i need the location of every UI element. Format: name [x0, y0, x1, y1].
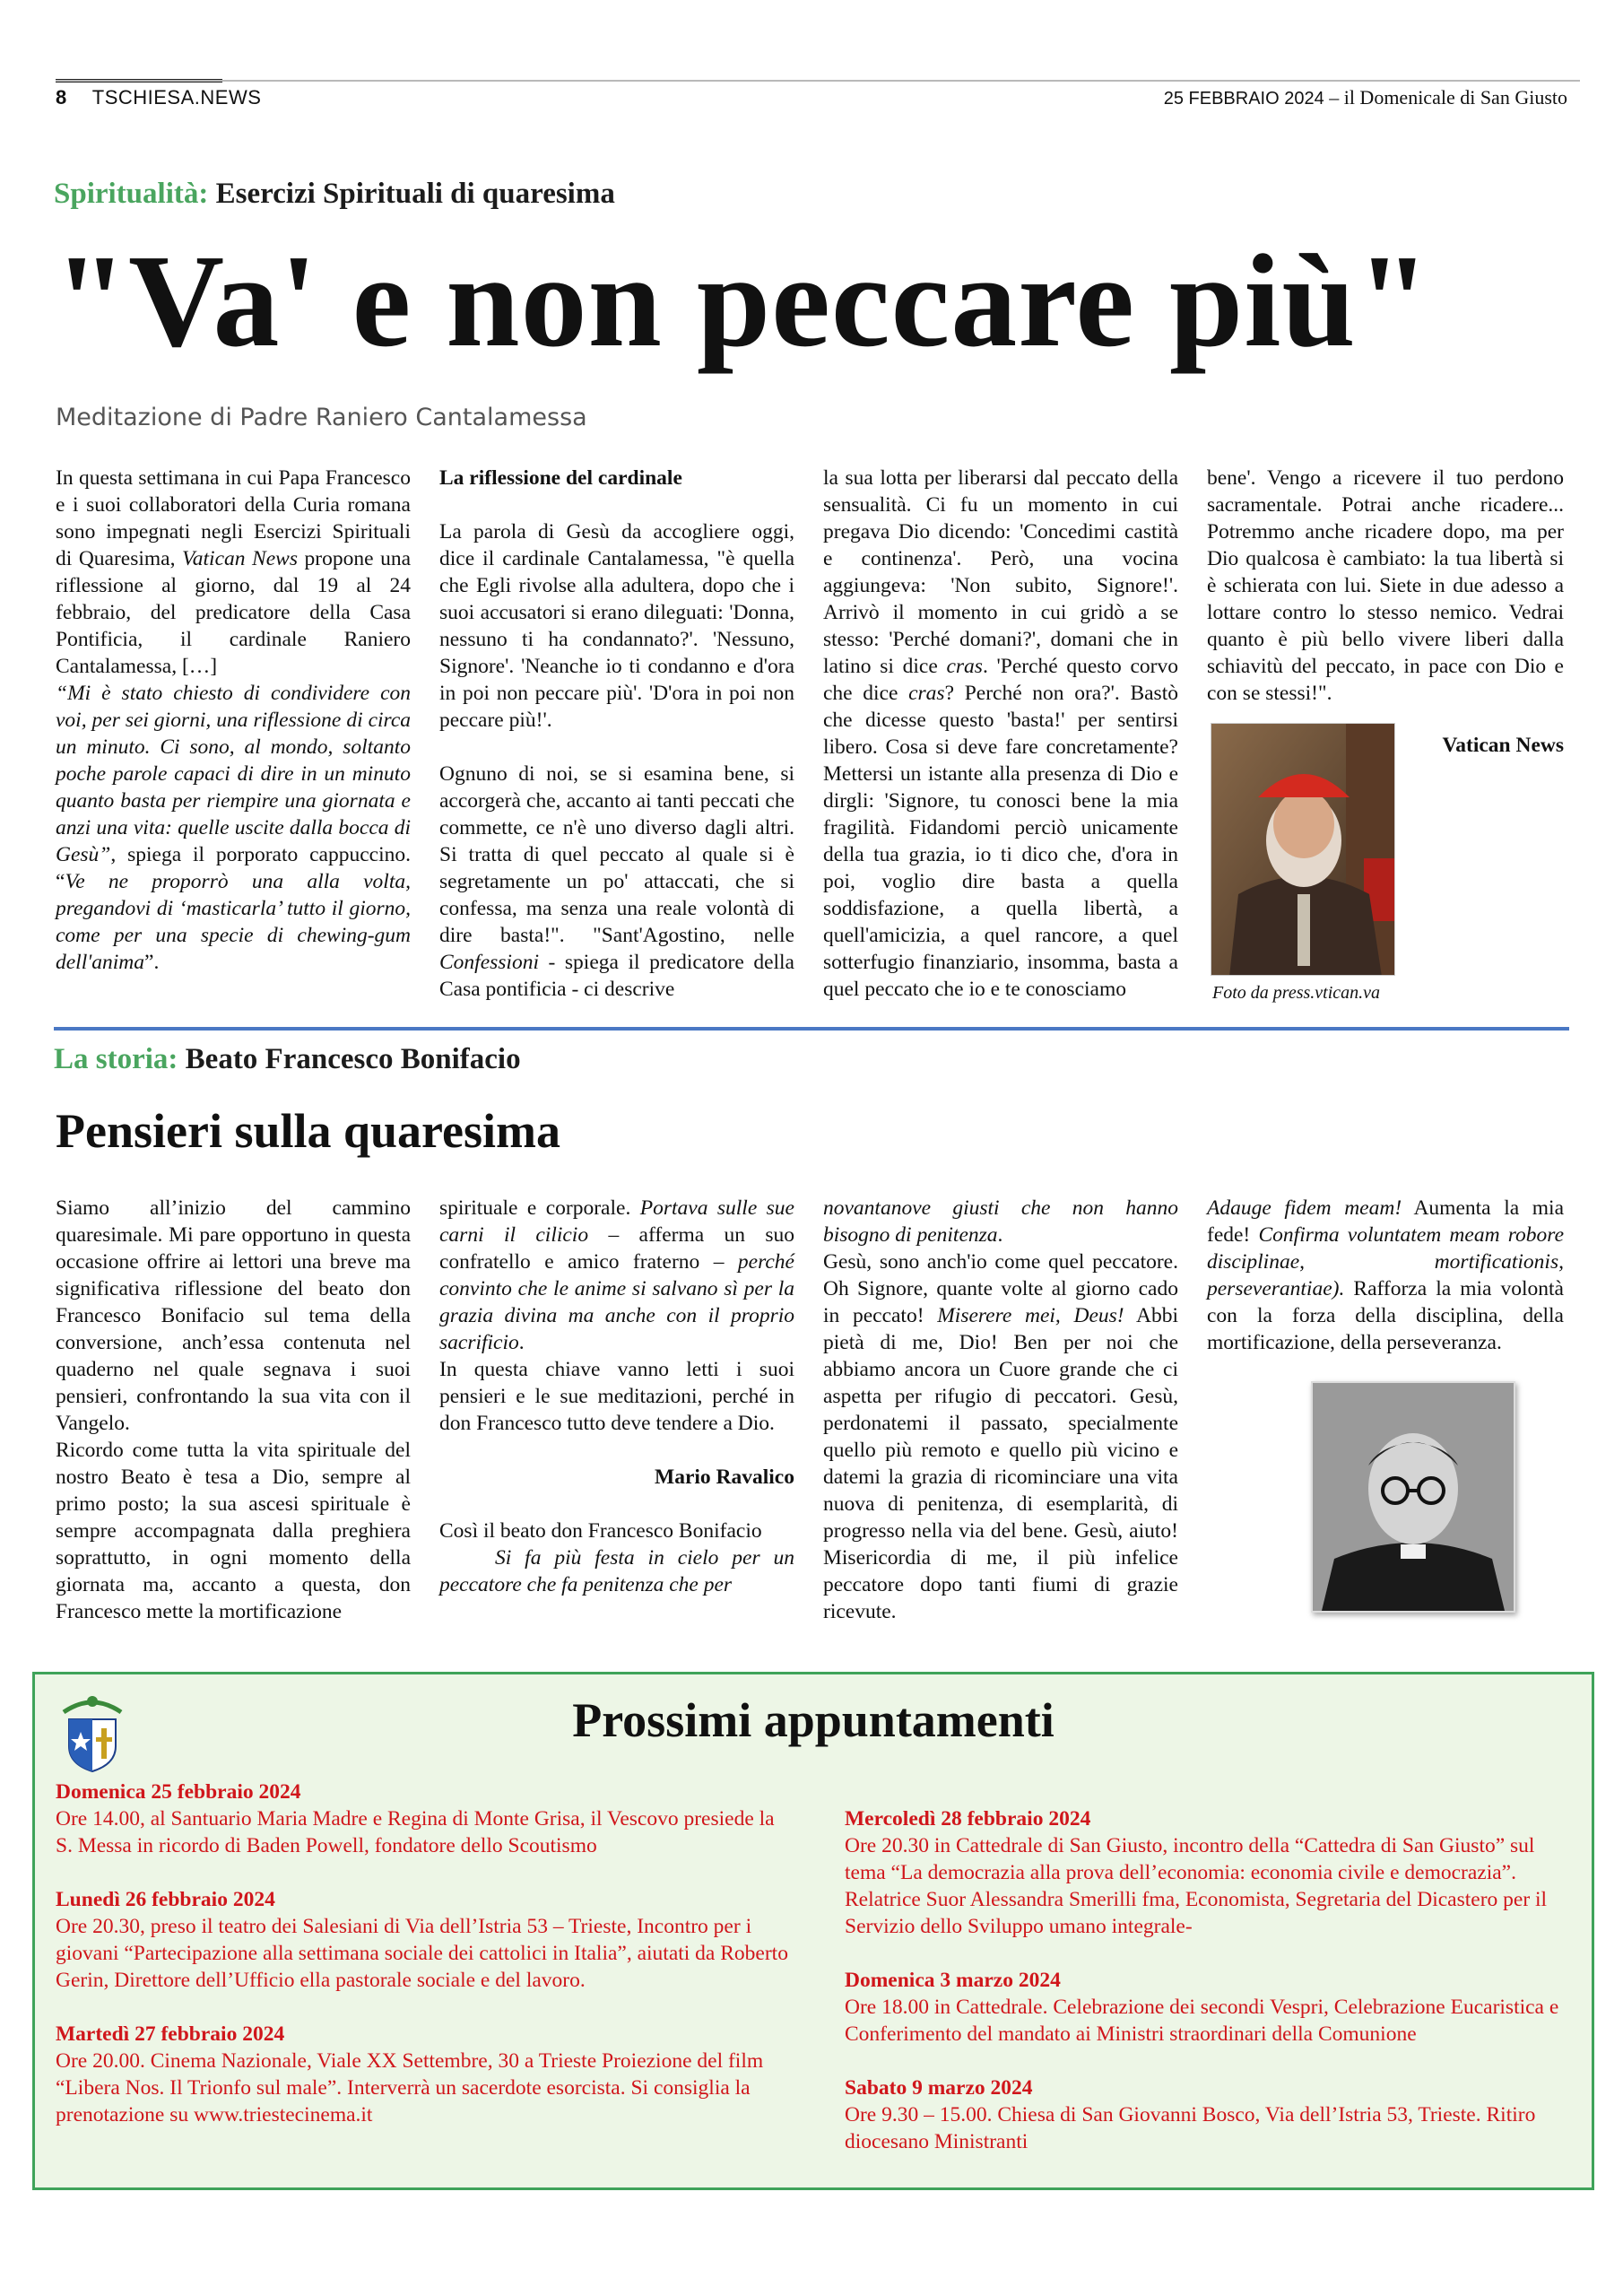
- text-run: . 'Perché questo corvo che dice: [823, 655, 1178, 705]
- event-text: Ore 20.30, preso il teatro dei Salesiani di Via dell’Istria 53 – Trieste, Incontro per i giovani “Partecipazione alla settimana sociale dei cattolici in Italia”, aiutati da Roberto Gerin, Direttore dell’Ufficio ella pastorale sociale e del lavoro.: [56, 1915, 788, 1992]
- text-run-italic: perché convinto che le anime si salvano sì per la grazia divina ma anche con il proprio sacrificio: [439, 1250, 794, 1354]
- article2-col1-paragraph-2: Ricordo come tutta la vita spirituale del nostro Beato è tesa a Dio, sempre al primo posto; la sua ascesi spirituale è sempre accompagnata dalla preghiera soprattutto, in ogni momento della giornata ma, accanto a questa, don Francesco mette la mortificazione: [56, 1439, 411, 1623]
- text-run: Ognuno di noi, se si esamina bene, si accorgerà che, accanto ai tanti peccati che commette, ce n'è uno diverso dagli altri. Si tratta di quel peccato al quale si è segretamente un po' attaccati, che si confessa, ma senza una reale volontà di dire basta!". "Sant'Agostino, nelle: [439, 762, 794, 947]
- article2-col3-paragraph-1: [823, 1195, 1178, 1248]
- text-run-italic: Ve ne proporrò una alla volta, pregandovi di ‘masticarla’ tutto il giorno, come per una specie di chewing-gum dell'anima: [56, 870, 411, 974]
- issue-date: 25 FEBBRAIO 2024: [1163, 89, 1324, 109]
- article2-col2-quote: [439, 1544, 794, 1598]
- event-item: [56, 1779, 791, 1859]
- text-run: Abbi pietà di me, Dio! Ben per noi che abbiamo ancora un Cuore grande che ci aspetta per rifugio di peccatori. Gesù, perdonatemi il passato, specialmente quello più remoto e quello più vicino e datemi la grazia di ricominciare una vita nuova di penitenza, di esemplarità, di progresso nella via del bene. Gesù, aiuto! Misericordia di me, il più infelice peccatore dopo tanti fiumi di grazie ricevute.: [823, 1304, 1178, 1623]
- header-separator: –: [1324, 86, 1344, 109]
- event-date: Sabato 9 marzo 2024: [845, 2076, 1033, 2100]
- text-run: ? Perché non ora?'. Bastò che dicesse questo 'basta!' per sentirsi libero. Cosa si deve fare concretamente? Mettersi un istante alla presenza di Dio e dirgli: 'Signore, tu conosci bene la mia fragilità. Fidandomi perciò unicamente della tua grazia, io ti dico che, d'ora in poi, voglio dire basta a quella soddisfazione, a quella libertà, a quell'amicizia, a quel rancore, a quel sotterfugio finanziario, insomma, basta a quel peccato che io e te conosciamo: [823, 682, 1178, 1001]
- event-text: Ore 20.00. Cinema Nazionale, Viale XX Settembre, 30 a Trieste Proiezione del film “Libera Nos. Il Trionfo sul male”. Interverrà un sacerdote esorcista. Si consiglia la prenotazione su www.triestecinema.it: [56, 2049, 764, 2126]
- text-run: la sua lotta per liberarsi dal peccato della sensualità. Ci fu un momento in cui pregava Dio dicendo: 'Concedimi castità e continenza'. Però, una vocina aggiungeva: 'Non subito, Signore!'. Arrivò il momento in cui gridò a se stesso: 'Perché domani?', domani che in latino si dice: [823, 466, 1178, 678]
- article2-kicker: [54, 1043, 521, 1076]
- event-item: [845, 1967, 1575, 2048]
- text-run-italic: Confessioni: [439, 951, 539, 974]
- text-run: propone una riflessione al giorno, dal 19 al 24 febbraio, del predicatore della Casa Pontificia, il cardinale Raniero Cantalamessa, […]: [56, 547, 411, 678]
- bonifacio-photo-image: [1313, 1383, 1514, 1611]
- text-run-italic: Miserere mei, Deus!: [937, 1304, 1124, 1327]
- article2-column-4: [1207, 1195, 1564, 1356]
- event-item: [56, 1886, 791, 1994]
- text-run: Aumenta la mia fede!: [1207, 1196, 1564, 1247]
- text-run: .: [518, 1331, 525, 1354]
- bonifacio-photo: [1311, 1381, 1515, 1613]
- text-run-italic: cras: [946, 655, 983, 678]
- section-divider: [54, 1027, 1569, 1031]
- page-number: 8: [56, 86, 67, 109]
- event-text: Ore 14.00, al Santuario Maria Madre e Regina di Monte Grisa, il Vescovo presiede la S. Messa in ricordo di Baden Powell, fondatore dello Scoutismo: [56, 1807, 775, 1857]
- article1-signature: Vatican News: [1442, 734, 1564, 757]
- photo-caption: Foto da press.vtican.va: [1212, 983, 1381, 1003]
- article2-col2-paragraph-2: In questa chiave vanno letti i suoi pensieri e le sue meditazioni, perché in don Francesco tutto deve tendere a Dio.: [439, 1358, 794, 1435]
- article1-col2-heading: La riflessione del cardinale: [439, 466, 682, 490]
- article1-column-2: [439, 465, 794, 1003]
- article2-column-1: [56, 1195, 411, 1625]
- cardinal-photo-image: [1211, 724, 1395, 976]
- event-date: Lunedì 26 febbraio 2024: [56, 1888, 275, 1911]
- text-run-italic: cras: [908, 682, 945, 705]
- text-run-italic: Confirma voluntatem meam robore disciplinae, mortificationis, perseverantiae).: [1207, 1223, 1564, 1300]
- article2-category: La storia:: [54, 1043, 178, 1075]
- text-run: ”.: [144, 951, 160, 974]
- article1-col4-text: bene'. Vengo a ricevere il tuo perdono sacramentale. Potrai anche ricadere... Potremmo anche ricadere dopo, ma per Dio qualcosa è cambiato: la tua libertà si è schierata con lui. Siete in due adesso a lottare contro lo stesso nemico. Vedrai quanto è più bello vivere liberi dalla schiavitù del peccato, in pace con Dio e con se stessi!".: [1207, 466, 1564, 705]
- article1-subhead: Esercizi Spirituali di quaresima: [215, 178, 615, 210]
- article1-byline: Meditazione di Padre Raniero Cantalamessa: [56, 404, 587, 431]
- text-run: Rafforza la mia volontà con la forza della disciplina, della mortificazione, della perseveranza.: [1207, 1277, 1564, 1354]
- article2-col2-paragraph-1: [439, 1195, 794, 1356]
- article1-column-3: [823, 465, 1178, 1003]
- cardinal-photo: [1211, 723, 1395, 976]
- article1-category: Spiritualità:: [54, 178, 209, 210]
- text-run-italic: Adauge fidem meam!: [1207, 1196, 1402, 1220]
- event-item: [56, 2021, 791, 2128]
- article1-col2-paragraph-2: [439, 761, 794, 1003]
- appointments-box: [32, 1672, 1594, 2190]
- header-rule: [56, 80, 1580, 82]
- event-date: Domenica 3 marzo 2024: [845, 1969, 1061, 1992]
- text-run-italic: novantanove giusti che non hanno bisogno di penitenza: [823, 1196, 1178, 1247]
- event-text: Ore 9.30 – 15.00. Chiesa di San Giovanni Bosco, Via dell’Istria 53, Trieste. Ritiro diocesano Ministranti: [845, 2103, 1536, 2153]
- event-text: Ore 20.30 in Cattedrale di San Giusto, incontro della “Cattedra di San Giusto” sul tema “La democrazia alla prova dell’economia: economia civile e democrazia”. Relatrice Suor Alessandra Smerilli fma, Economista, Segretaria del Dicastero per il Servizio dello Sviluppo umano integrale-: [845, 1834, 1548, 1938]
- text-run-italic: Si fa più festa in cielo per un peccatore che fa penitenza che per: [439, 1546, 794, 1596]
- event-date: Mercoledì 28 febbraio 2024: [845, 1807, 1091, 1831]
- article1-kicker: [54, 178, 615, 211]
- text-run: Gesù, sono anch'io come quel peccatore. Oh Signore, quante volte al giorno cado in peccato!: [823, 1250, 1178, 1327]
- event-item: [845, 2074, 1575, 2155]
- article2-headline: Pensieri sulla quaresima: [56, 1104, 561, 1158]
- event-item: [845, 1805, 1575, 1940]
- header-left: [56, 86, 261, 109]
- text-run-italic: “Mi è stato chiesto di condividere con voi, per sei giorni, una riflessione di circa un minuto. Ci sono, al mondo, soltanto poche parole capaci di dire in un minuto quanto basta per riempire una giornata e anzi una vita: quelle uscite dalla bocca di Gesù”: [56, 682, 411, 866]
- article2-column-3: [823, 1195, 1178, 1625]
- article2-col4-text: [1207, 1195, 1564, 1356]
- event-date: Domenica 25 febbraio 2024: [56, 1780, 301, 1804]
- text-run: – afferma un suo confratello e amico fraterno –: [439, 1223, 794, 1274]
- article2-col1-paragraph-1: Siamo all’inizio del cammino quaresimale. Mi pare opportuno in questa occasione offrire ai lettori una breve ma significativa riflessione del beato don Francesco Bonifacio sul tema della conversione, anch’essa contenuta nel quaderno nel quale segnava i suoi pensieri, confrontando la sua vita con il Vangelo.: [56, 1196, 411, 1435]
- article1-col1-text: [56, 465, 411, 976]
- article1-col3-text: [823, 465, 1178, 1003]
- article1-headline: "Va' e non peccare più": [54, 228, 1431, 375]
- text-run-italic: Portava sulle sue carni il cilicio: [439, 1196, 794, 1247]
- article1-column-1: [56, 465, 411, 976]
- article2-column-2: [439, 1195, 794, 1598]
- article1-col2-paragraph-1: La parola di Gesù da accogliere oggi, dice il cardinale Cantalamessa, "è quella che Egli rivolse alla adultera, dopo che i suoi accusatori si erano dileguati: 'Donna, nessuno ti ha condannato?'. 'Nessuno, Signore'. 'Neanche io ti condanno e d'ora in poi non peccare più'. 'D'ora in poi non peccare più!'.: [439, 520, 794, 732]
- text-run: spirituale e corporale.: [439, 1196, 640, 1220]
- text-run: , spiega il porporato cappuccino. “: [56, 843, 411, 893]
- text-run: .: [997, 1223, 1003, 1247]
- article2-subhead: Beato Francesco Bonifacio: [185, 1043, 521, 1075]
- appointments-title: Prossimi appuntamenti: [572, 1693, 1055, 1747]
- site-name: TSCHIESA.NEWS: [91, 86, 262, 109]
- article1-column-4: [1207, 465, 1564, 759]
- article2-col3-paragraph-2: [823, 1248, 1178, 1625]
- text-run-italic: Vatican News: [182, 547, 298, 570]
- article2-col2-paragraph-3: Così il beato don Francesco Bonifacio: [439, 1519, 762, 1543]
- appointments-left-column: [56, 1779, 791, 2155]
- article2-signature: Mario Ravalico: [655, 1465, 794, 1489]
- event-date: Martedì 27 febbraio 2024: [56, 2022, 285, 2046]
- text-run: In questa settimana in cui Papa Francesco e i suoi collaboratori della Curia romana sono impegnati negli Esercizi Spirituali di Quaresima,: [56, 466, 411, 570]
- publication-name: il Domenicale di San Giusto: [1343, 86, 1567, 109]
- text-run: - spiega il predicatore della Casa pontificia - ci descrive: [439, 951, 794, 1001]
- appointments-right-column: [845, 1805, 1575, 2182]
- event-text: Ore 18.00 in Cattedrale. Celebrazione dei secondi Vespri, Celebrazione Eucaristica e Conferimento del mandato ai Ministri straordinari della Comunione: [845, 1996, 1559, 2046]
- header-right: [1164, 86, 1567, 109]
